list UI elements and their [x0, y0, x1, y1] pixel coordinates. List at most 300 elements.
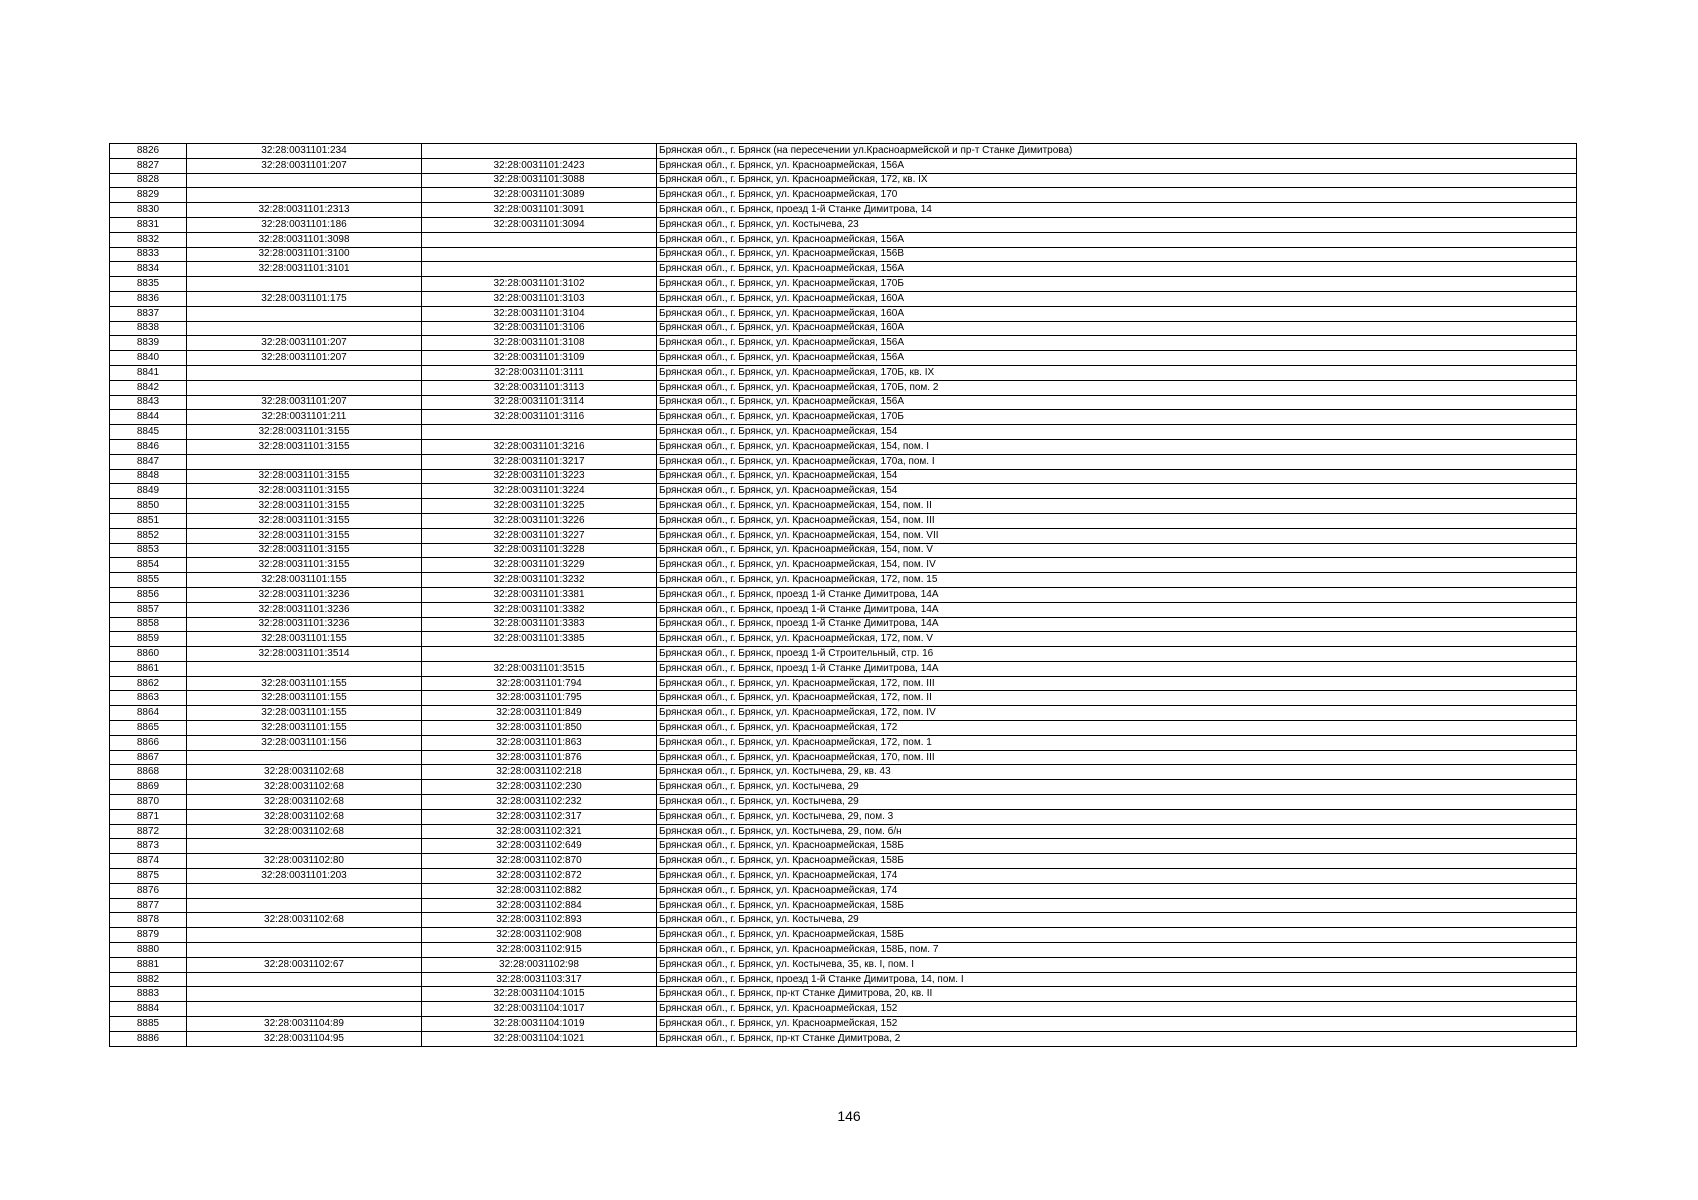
- address-cell: Брянская обл., г. Брянск, ул. Красноармейская, 174: [657, 883, 1577, 898]
- address-cell: Брянская обл., г. Брянск, ул. Красноармейская, 154: [657, 425, 1577, 440]
- row-number-cell: 8867: [110, 750, 187, 765]
- table-row: [110, 321, 1577, 336]
- parent-cadastral-number-cell: 32:28:0031101:234: [187, 144, 422, 159]
- table-row: [110, 395, 1577, 410]
- row-number-cell: 8860: [110, 647, 187, 662]
- address-cell: Брянская обл., г. Брянск (на пересечении ул.Красноармейской и пр-т Станке Димитрова): [657, 144, 1577, 159]
- cadastral-number-cell: 32:28:0031101:3223: [422, 469, 657, 484]
- cadastral-number-cell: 32:28:0031102:321: [422, 824, 657, 839]
- row-number-cell: 8852: [110, 528, 187, 543]
- table-row: [110, 883, 1577, 898]
- row-number-cell: 8847: [110, 454, 187, 469]
- address-cell: Брянская обл., г. Брянск, ул. Красноармейская, 156А: [657, 158, 1577, 173]
- parent-cadastral-number-cell: 32:28:0031102:80: [187, 854, 422, 869]
- table-row: [110, 410, 1577, 425]
- cadastral-number-cell: 32:28:0031104:1021: [422, 1031, 657, 1046]
- row-number-cell: 8863: [110, 691, 187, 706]
- address-cell: Брянская обл., г. Брянск, ул. Красноармейская, 154, пом. I: [657, 439, 1577, 454]
- table-row: [110, 469, 1577, 484]
- parent-cadastral-number-cell: [187, 943, 422, 958]
- row-number-cell: 8866: [110, 735, 187, 750]
- cadastral-number-cell: 32:28:0031101:3108: [422, 336, 657, 351]
- address-cell: Брянская обл., г. Брянск, проезд 1-й Станке Димитрова, 14А: [657, 661, 1577, 676]
- parent-cadastral-number-cell: 32:28:0031101:3514: [187, 647, 422, 662]
- table-row: [110, 158, 1577, 173]
- row-number-cell: 8834: [110, 262, 187, 277]
- table-row: [110, 972, 1577, 987]
- cadastral-number-cell: 32:28:0031101:2423: [422, 158, 657, 173]
- cadastral-number-cell: 32:28:0031102:915: [422, 943, 657, 958]
- table-row: [110, 721, 1577, 736]
- cadastral-number-cell: 32:28:0031101:3227: [422, 528, 657, 543]
- address-cell: Брянская обл., г. Брянск, ул. Костычева, 35, кв. I, пом. I: [657, 957, 1577, 972]
- row-number-cell: 8873: [110, 839, 187, 854]
- address-cell: Брянская обл., г. Брянск, ул. Красноармейская, 152: [657, 1002, 1577, 1017]
- table-row: [110, 765, 1577, 780]
- address-cell: Брянская обл., г. Брянск, ул. Красноармейская, 154, пом. II: [657, 499, 1577, 514]
- cadastral-number-cell: 32:28:0031101:3114: [422, 395, 657, 410]
- registry-table: [109, 143, 1577, 1047]
- parent-cadastral-number-cell: 32:28:0031101:155: [187, 721, 422, 736]
- table-row: [110, 499, 1577, 514]
- cadastral-number-cell: 32:28:0031101:850: [422, 721, 657, 736]
- parent-cadastral-number-cell: 32:28:0031102:68: [187, 780, 422, 795]
- table-row: [110, 203, 1577, 218]
- cadastral-number-cell: 32:28:0031102:884: [422, 898, 657, 913]
- address-cell: Брянская обл., г. Брянск, ул. Красноармейская, 170а, пом. I: [657, 454, 1577, 469]
- row-number-cell: 8851: [110, 513, 187, 528]
- row-number-cell: 8874: [110, 854, 187, 869]
- row-number-cell: 8880: [110, 943, 187, 958]
- address-cell: Брянская обл., г. Брянск, ул. Красноармейская, 152: [657, 1017, 1577, 1032]
- table-row: [110, 647, 1577, 662]
- row-number-cell: 8835: [110, 277, 187, 292]
- table-row: [110, 425, 1577, 440]
- parent-cadastral-number-cell: 32:28:0031102:68: [187, 809, 422, 824]
- parent-cadastral-number-cell: 32:28:0031102:68: [187, 824, 422, 839]
- address-cell: Брянская обл., г. Брянск, ул. Красноармейская, 172, пом. 1: [657, 735, 1577, 750]
- row-number-cell: 8839: [110, 336, 187, 351]
- row-number-cell: 8827: [110, 158, 187, 173]
- parent-cadastral-number-cell: [187, 321, 422, 336]
- address-cell: Брянская обл., г. Брянск, проезд 1-й Станке Димитрова, 14, пом. I: [657, 972, 1577, 987]
- table-row: [110, 291, 1577, 306]
- row-number-cell: 8838: [110, 321, 187, 336]
- table-row: [110, 824, 1577, 839]
- parent-cadastral-number-cell: [187, 380, 422, 395]
- parent-cadastral-number-cell: 32:28:0031101:175: [187, 291, 422, 306]
- row-number-cell: 8879: [110, 928, 187, 943]
- cadastral-number-cell: 32:28:0031101:3109: [422, 351, 657, 366]
- address-cell: Брянская обл., г. Брянск, ул. Костычева, 29: [657, 780, 1577, 795]
- parent-cadastral-number-cell: [187, 883, 422, 898]
- row-number-cell: 8870: [110, 795, 187, 810]
- address-cell: Брянская обл., г. Брянск, ул. Костычева, 23: [657, 217, 1577, 232]
- parent-cadastral-number-cell: 32:28:0031104:89: [187, 1017, 422, 1032]
- row-number-cell: 8882: [110, 972, 187, 987]
- cadastral-number-cell: 32:28:0031101:3094: [422, 217, 657, 232]
- row-number-cell: 8849: [110, 484, 187, 499]
- table-row: [110, 351, 1577, 366]
- table-row: [110, 188, 1577, 203]
- cadastral-number-cell: [422, 262, 657, 277]
- cadastral-number-cell: 32:28:0031102:908: [422, 928, 657, 943]
- cadastral-number-cell: 32:28:0031102:232: [422, 795, 657, 810]
- table-row: [110, 247, 1577, 262]
- row-number-cell: 8830: [110, 203, 187, 218]
- cadastral-number-cell: 32:28:0031101:3091: [422, 203, 657, 218]
- cadastral-number-cell: 32:28:0031101:794: [422, 676, 657, 691]
- row-number-cell: 8837: [110, 306, 187, 321]
- parent-cadastral-number-cell: 32:28:0031101:3098: [187, 232, 422, 247]
- address-cell: Брянская обл., г. Брянск, ул. Красноармейская, 158Б: [657, 839, 1577, 854]
- parent-cadastral-number-cell: 32:28:0031101:3155: [187, 439, 422, 454]
- parent-cadastral-number-cell: [187, 750, 422, 765]
- row-number-cell: 8855: [110, 573, 187, 588]
- row-number-cell: 8826: [110, 144, 187, 159]
- table-row: [110, 839, 1577, 854]
- table-row: [110, 1031, 1577, 1046]
- parent-cadastral-number-cell: 32:28:0031101:155: [187, 632, 422, 647]
- table-row: [110, 173, 1577, 188]
- cadastral-number-cell: 32:28:0031101:863: [422, 735, 657, 750]
- row-number-cell: 8884: [110, 1002, 187, 1017]
- row-number-cell: 8856: [110, 587, 187, 602]
- table-row: [110, 676, 1577, 691]
- row-number-cell: 8869: [110, 780, 187, 795]
- cadastral-number-cell: 32:28:0031101:795: [422, 691, 657, 706]
- row-number-cell: 8865: [110, 721, 187, 736]
- parent-cadastral-number-cell: [187, 365, 422, 380]
- cadastral-number-cell: 32:28:0031101:3232: [422, 573, 657, 588]
- address-cell: Брянская обл., г. Брянск, ул. Красноармейская, 154, пом. IV: [657, 558, 1577, 573]
- table-row: [110, 854, 1577, 869]
- row-number-cell: 8829: [110, 188, 187, 203]
- address-cell: Брянская обл., г. Брянск, ул. Костычева, 29: [657, 795, 1577, 810]
- cadastral-number-cell: 32:28:0031101:849: [422, 706, 657, 721]
- row-number-cell: 8853: [110, 543, 187, 558]
- row-number-cell: 8844: [110, 410, 187, 425]
- row-number-cell: 8876: [110, 883, 187, 898]
- address-cell: Брянская обл., г. Брянск, ул. Красноармейская, 156В: [657, 247, 1577, 262]
- address-cell: Брянская обл., г. Брянск, ул. Красноармейская, 154: [657, 484, 1577, 499]
- table-row: [110, 262, 1577, 277]
- cadastral-number-cell: 32:28:0031101:3225: [422, 499, 657, 514]
- table-row: [110, 632, 1577, 647]
- parent-cadastral-number-cell: 32:28:0031101:155: [187, 691, 422, 706]
- cadastral-number-cell: 32:28:0031102:893: [422, 913, 657, 928]
- cadastral-number-cell: [422, 425, 657, 440]
- cadastral-number-cell: 32:28:0031101:3102: [422, 277, 657, 292]
- address-cell: Брянская обл., г. Брянск, проезд 1-й Станке Димитрова, 14А: [657, 587, 1577, 602]
- row-number-cell: 8859: [110, 632, 187, 647]
- cadastral-number-cell: 32:28:0031102:230: [422, 780, 657, 795]
- table-row: [110, 513, 1577, 528]
- cadastral-number-cell: 32:28:0031101:3383: [422, 617, 657, 632]
- address-cell: Брянская обл., г. Брянск, пр-кт Станке Димитрова, 2: [657, 1031, 1577, 1046]
- table-row: [110, 809, 1577, 824]
- row-number-cell: 8875: [110, 869, 187, 884]
- address-cell: Брянская обл., г. Брянск, пр-кт Станке Димитрова, 20, кв. II: [657, 987, 1577, 1002]
- address-cell: Брянская обл., г. Брянск, ул. Костычева, 29, кв. 43: [657, 765, 1577, 780]
- table-row: [110, 1002, 1577, 1017]
- parent-cadastral-number-cell: [187, 173, 422, 188]
- address-cell: Брянская обл., г. Брянск, ул. Красноармейская, 172, пом. V: [657, 632, 1577, 647]
- cadastral-number-cell: 32:28:0031101:3226: [422, 513, 657, 528]
- cadastral-number-cell: 32:28:0031102:872: [422, 869, 657, 884]
- parent-cadastral-number-cell: [187, 454, 422, 469]
- parent-cadastral-number-cell: 32:28:0031101:155: [187, 573, 422, 588]
- address-cell: Брянская обл., г. Брянск, ул. Красноармейская, 172, кв. IX: [657, 173, 1577, 188]
- cadastral-number-cell: 32:28:0031101:3103: [422, 291, 657, 306]
- address-cell: Брянская обл., г. Брянск, проезд 1-й Станке Димитрова, 14: [657, 203, 1577, 218]
- parent-cadastral-number-cell: [187, 188, 422, 203]
- parent-cadastral-number-cell: 32:28:0031101:203: [187, 869, 422, 884]
- cadastral-number-cell: 32:28:0031101:3106: [422, 321, 657, 336]
- table-row: [110, 750, 1577, 765]
- cadastral-number-cell: 32:28:0031101:3224: [422, 484, 657, 499]
- cadastral-number-cell: 32:28:0031101:3216: [422, 439, 657, 454]
- row-number-cell: 8886: [110, 1031, 187, 1046]
- cadastral-number-cell: 32:28:0031104:1017: [422, 1002, 657, 1017]
- parent-cadastral-number-cell: 32:28:0031101:3155: [187, 528, 422, 543]
- table-row: [110, 780, 1577, 795]
- address-cell: Брянская обл., г. Брянск, ул. Красноармейская, 160А: [657, 321, 1577, 336]
- address-cell: Брянская обл., г. Брянск, ул. Костычева, 29, пом. 3: [657, 809, 1577, 824]
- cadastral-number-cell: 32:28:0031102:870: [422, 854, 657, 869]
- table-row: [110, 558, 1577, 573]
- address-cell: Брянская обл., г. Брянск, проезд 1-й Станке Димитрова, 14А: [657, 617, 1577, 632]
- parent-cadastral-number-cell: 32:28:0031101:155: [187, 706, 422, 721]
- address-cell: Брянская обл., г. Брянск, ул. Костычева, 29, пом. б/н: [657, 824, 1577, 839]
- address-cell: Брянская обл., г. Брянск, ул. Красноармейская, 172: [657, 721, 1577, 736]
- address-cell: Брянская обл., г. Брянск, ул. Красноармейская, 154, пом. III: [657, 513, 1577, 528]
- table-row: [110, 306, 1577, 321]
- table-row: [110, 484, 1577, 499]
- cadastral-number-cell: 32:28:0031101:3089: [422, 188, 657, 203]
- registry-table-body: [110, 144, 1577, 1047]
- cadastral-number-cell: 32:28:0031101:3111: [422, 365, 657, 380]
- row-number-cell: 8877: [110, 898, 187, 913]
- table-row: [110, 898, 1577, 913]
- parent-cadastral-number-cell: 32:28:0031101:3155: [187, 425, 422, 440]
- parent-cadastral-number-cell: 32:28:0031101:155: [187, 676, 422, 691]
- parent-cadastral-number-cell: 32:28:0031101:3155: [187, 543, 422, 558]
- table-row: [110, 987, 1577, 1002]
- address-cell: Брянская обл., г. Брянск, ул. Красноармейская, 170Б, кв. IX: [657, 365, 1577, 380]
- address-cell: Брянская обл., г. Брянск, ул. Красноармейская, 170Б: [657, 277, 1577, 292]
- table-row: [110, 957, 1577, 972]
- parent-cadastral-number-cell: 32:28:0031101:3155: [187, 484, 422, 499]
- row-number-cell: 8872: [110, 824, 187, 839]
- table-row: [110, 706, 1577, 721]
- parent-cadastral-number-cell: 32:28:0031101:207: [187, 351, 422, 366]
- parent-cadastral-number-cell: 32:28:0031101:207: [187, 336, 422, 351]
- row-number-cell: 8883: [110, 987, 187, 1002]
- cadastral-number-cell: 32:28:0031101:876: [422, 750, 657, 765]
- parent-cadastral-number-cell: [187, 898, 422, 913]
- row-number-cell: 8854: [110, 558, 187, 573]
- row-number-cell: 8845: [110, 425, 187, 440]
- row-number-cell: 8881: [110, 957, 187, 972]
- cadastral-number-cell: [422, 144, 657, 159]
- table-row: [110, 869, 1577, 884]
- row-number-cell: 8857: [110, 602, 187, 617]
- row-number-cell: 8831: [110, 217, 187, 232]
- cadastral-number-cell: 32:28:0031101:3228: [422, 543, 657, 558]
- address-cell: Брянская обл., г. Брянск, проезд 1-й Станке Димитрова, 14А: [657, 602, 1577, 617]
- address-cell: Брянская обл., г. Брянск, ул. Красноармейская, 156А: [657, 232, 1577, 247]
- table-row: [110, 232, 1577, 247]
- cadastral-number-cell: 32:28:0031101:3381: [422, 587, 657, 602]
- address-cell: Брянская обл., г. Брянск, ул. Красноармейская, 154: [657, 469, 1577, 484]
- cadastral-number-cell: 32:28:0031102:882: [422, 883, 657, 898]
- cadastral-number-cell: 32:28:0031101:3104: [422, 306, 657, 321]
- parent-cadastral-number-cell: [187, 987, 422, 1002]
- row-number-cell: 8832: [110, 232, 187, 247]
- page-number: 146: [837, 1108, 861, 1124]
- cadastral-number-cell: 32:28:0031101:3382: [422, 602, 657, 617]
- parent-cadastral-number-cell: [187, 839, 422, 854]
- row-number-cell: 8848: [110, 469, 187, 484]
- row-number-cell: 8828: [110, 173, 187, 188]
- table-row: [110, 365, 1577, 380]
- parent-cadastral-number-cell: [187, 972, 422, 987]
- cadastral-number-cell: 32:28:0031101:3229: [422, 558, 657, 573]
- table-row: [110, 587, 1577, 602]
- address-cell: Брянская обл., г. Брянск, ул. Красноармейская, 158Б: [657, 898, 1577, 913]
- cadastral-number-cell: 32:28:0031103:317: [422, 972, 657, 987]
- parent-cadastral-number-cell: [187, 661, 422, 676]
- row-number-cell: 8871: [110, 809, 187, 824]
- cadastral-number-cell: 32:28:0031102:649: [422, 839, 657, 854]
- address-cell: Брянская обл., г. Брянск, ул. Красноармейская, 156А: [657, 395, 1577, 410]
- table-row: [110, 795, 1577, 810]
- address-cell: Брянская обл., г. Брянск, ул. Красноармейская, 172, пом. 15: [657, 573, 1577, 588]
- row-number-cell: 8885: [110, 1017, 187, 1032]
- address-cell: Брянская обл., г. Брянск, ул. Красноармейская, 156А: [657, 351, 1577, 366]
- table-row: [110, 943, 1577, 958]
- parent-cadastral-number-cell: 32:28:0031104:95: [187, 1031, 422, 1046]
- address-cell: Брянская обл., г. Брянск, ул. Красноармейская, 172, пом. IV: [657, 706, 1577, 721]
- parent-cadastral-number-cell: 32:28:0031102:67: [187, 957, 422, 972]
- row-number-cell: 8843: [110, 395, 187, 410]
- address-cell: Брянская обл., г. Брянск, ул. Красноармейская, 158Б, пом. 7: [657, 943, 1577, 958]
- cadastral-number-cell: [422, 247, 657, 262]
- parent-cadastral-number-cell: 32:28:0031101:3236: [187, 617, 422, 632]
- address-cell: Брянская обл., г. Брянск, ул. Красноармейская, 170Б, пом. 2: [657, 380, 1577, 395]
- parent-cadastral-number-cell: 32:28:0031101:3155: [187, 469, 422, 484]
- parent-cadastral-number-cell: 32:28:0031101:3101: [187, 262, 422, 277]
- cadastral-number-cell: 32:28:0031101:3385: [422, 632, 657, 647]
- cadastral-number-cell: 32:28:0031101:3116: [422, 410, 657, 425]
- parent-cadastral-number-cell: 32:28:0031101:2313: [187, 203, 422, 218]
- parent-cadastral-number-cell: 32:28:0031101:3155: [187, 499, 422, 514]
- table-row: [110, 602, 1577, 617]
- table-row: [110, 661, 1577, 676]
- table-row: [110, 735, 1577, 750]
- address-cell: Брянская обл., г. Брянск, ул. Красноармейская, 158Б: [657, 854, 1577, 869]
- row-number-cell: 8868: [110, 765, 187, 780]
- parent-cadastral-number-cell: 32:28:0031101:3155: [187, 558, 422, 573]
- address-cell: Брянская обл., г. Брянск, ул. Красноармейская, 156А: [657, 336, 1577, 351]
- table-row: [110, 573, 1577, 588]
- table-row: [110, 439, 1577, 454]
- row-number-cell: 8841: [110, 365, 187, 380]
- row-number-cell: 8861: [110, 661, 187, 676]
- address-cell: Брянская обл., г. Брянск, ул. Красноармейская, 170Б: [657, 410, 1577, 425]
- cadastral-number-cell: 32:28:0031102:218: [422, 765, 657, 780]
- table-row: [110, 1017, 1577, 1032]
- parent-cadastral-number-cell: 32:28:0031101:3236: [187, 602, 422, 617]
- table-row: [110, 336, 1577, 351]
- cadastral-number-cell: [422, 647, 657, 662]
- row-number-cell: 8858: [110, 617, 187, 632]
- address-cell: Брянская обл., г. Брянск, ул. Красноармейская, 160А: [657, 306, 1577, 321]
- parent-cadastral-number-cell: 32:28:0031102:68: [187, 765, 422, 780]
- table-row: [110, 380, 1577, 395]
- row-number-cell: 8836: [110, 291, 187, 306]
- address-cell: Брянская обл., г. Брянск, ул. Красноармейская, 172, пом. III: [657, 676, 1577, 691]
- parent-cadastral-number-cell: 32:28:0031101:3100: [187, 247, 422, 262]
- address-cell: Брянская обл., г. Брянск, ул. Красноармейская, 154, пом. V: [657, 543, 1577, 558]
- table-row: [110, 528, 1577, 543]
- table-row: [110, 454, 1577, 469]
- table-row: [110, 217, 1577, 232]
- row-number-cell: 8842: [110, 380, 187, 395]
- cadastral-number-cell: 32:28:0031101:3515: [422, 661, 657, 676]
- cadastral-number-cell: 32:28:0031104:1015: [422, 987, 657, 1002]
- parent-cadastral-number-cell: 32:28:0031101:186: [187, 217, 422, 232]
- cadastral-number-cell: 32:28:0031102:317: [422, 809, 657, 824]
- table-row: [110, 928, 1577, 943]
- parent-cadastral-number-cell: 32:28:0031102:68: [187, 795, 422, 810]
- address-cell: Брянская обл., г. Брянск, ул. Красноармейская, 156А: [657, 262, 1577, 277]
- table-row: [110, 691, 1577, 706]
- parent-cadastral-number-cell: 32:28:0031101:3155: [187, 513, 422, 528]
- row-number-cell: 8864: [110, 706, 187, 721]
- row-number-cell: 8833: [110, 247, 187, 262]
- address-cell: Брянская обл., г. Брянск, ул. Красноармейская, 158Б: [657, 928, 1577, 943]
- table-row: [110, 144, 1577, 159]
- row-number-cell: 8850: [110, 499, 187, 514]
- cadastral-number-cell: 32:28:0031101:3088: [422, 173, 657, 188]
- parent-cadastral-number-cell: [187, 1002, 422, 1017]
- parent-cadastral-number-cell: [187, 928, 422, 943]
- address-cell: Брянская обл., г. Брянск, ул. Красноармейская, 154, пом. VII: [657, 528, 1577, 543]
- parent-cadastral-number-cell: 32:28:0031101:3236: [187, 587, 422, 602]
- address-cell: Брянская обл., г. Брянск, проезд 1-й Строительный, стр. 16: [657, 647, 1577, 662]
- parent-cadastral-number-cell: 32:28:0031101:211: [187, 410, 422, 425]
- address-cell: Брянская обл., г. Брянск, ул. Красноармейская, 174: [657, 869, 1577, 884]
- table-row: [110, 913, 1577, 928]
- address-cell: Брянская обл., г. Брянск, ул. Красноармейская, 172, пом. II: [657, 691, 1577, 706]
- row-number-cell: 8840: [110, 351, 187, 366]
- parent-cadastral-number-cell: 32:28:0031102:68: [187, 913, 422, 928]
- row-number-cell: 8862: [110, 676, 187, 691]
- address-cell: Брянская обл., г. Брянск, ул. Красноармейская, 160А: [657, 291, 1577, 306]
- table-row: [110, 617, 1577, 632]
- row-number-cell: 8846: [110, 439, 187, 454]
- cadastral-number-cell: 32:28:0031104:1019: [422, 1017, 657, 1032]
- cadastral-number-cell: 32:28:0031101:3113: [422, 380, 657, 395]
- parent-cadastral-number-cell: 32:28:0031101:156: [187, 735, 422, 750]
- parent-cadastral-number-cell: 32:28:0031101:207: [187, 395, 422, 410]
- parent-cadastral-number-cell: [187, 277, 422, 292]
- parent-cadastral-number-cell: 32:28:0031101:207: [187, 158, 422, 173]
- table-row: [110, 543, 1577, 558]
- parent-cadastral-number-cell: [187, 306, 422, 321]
